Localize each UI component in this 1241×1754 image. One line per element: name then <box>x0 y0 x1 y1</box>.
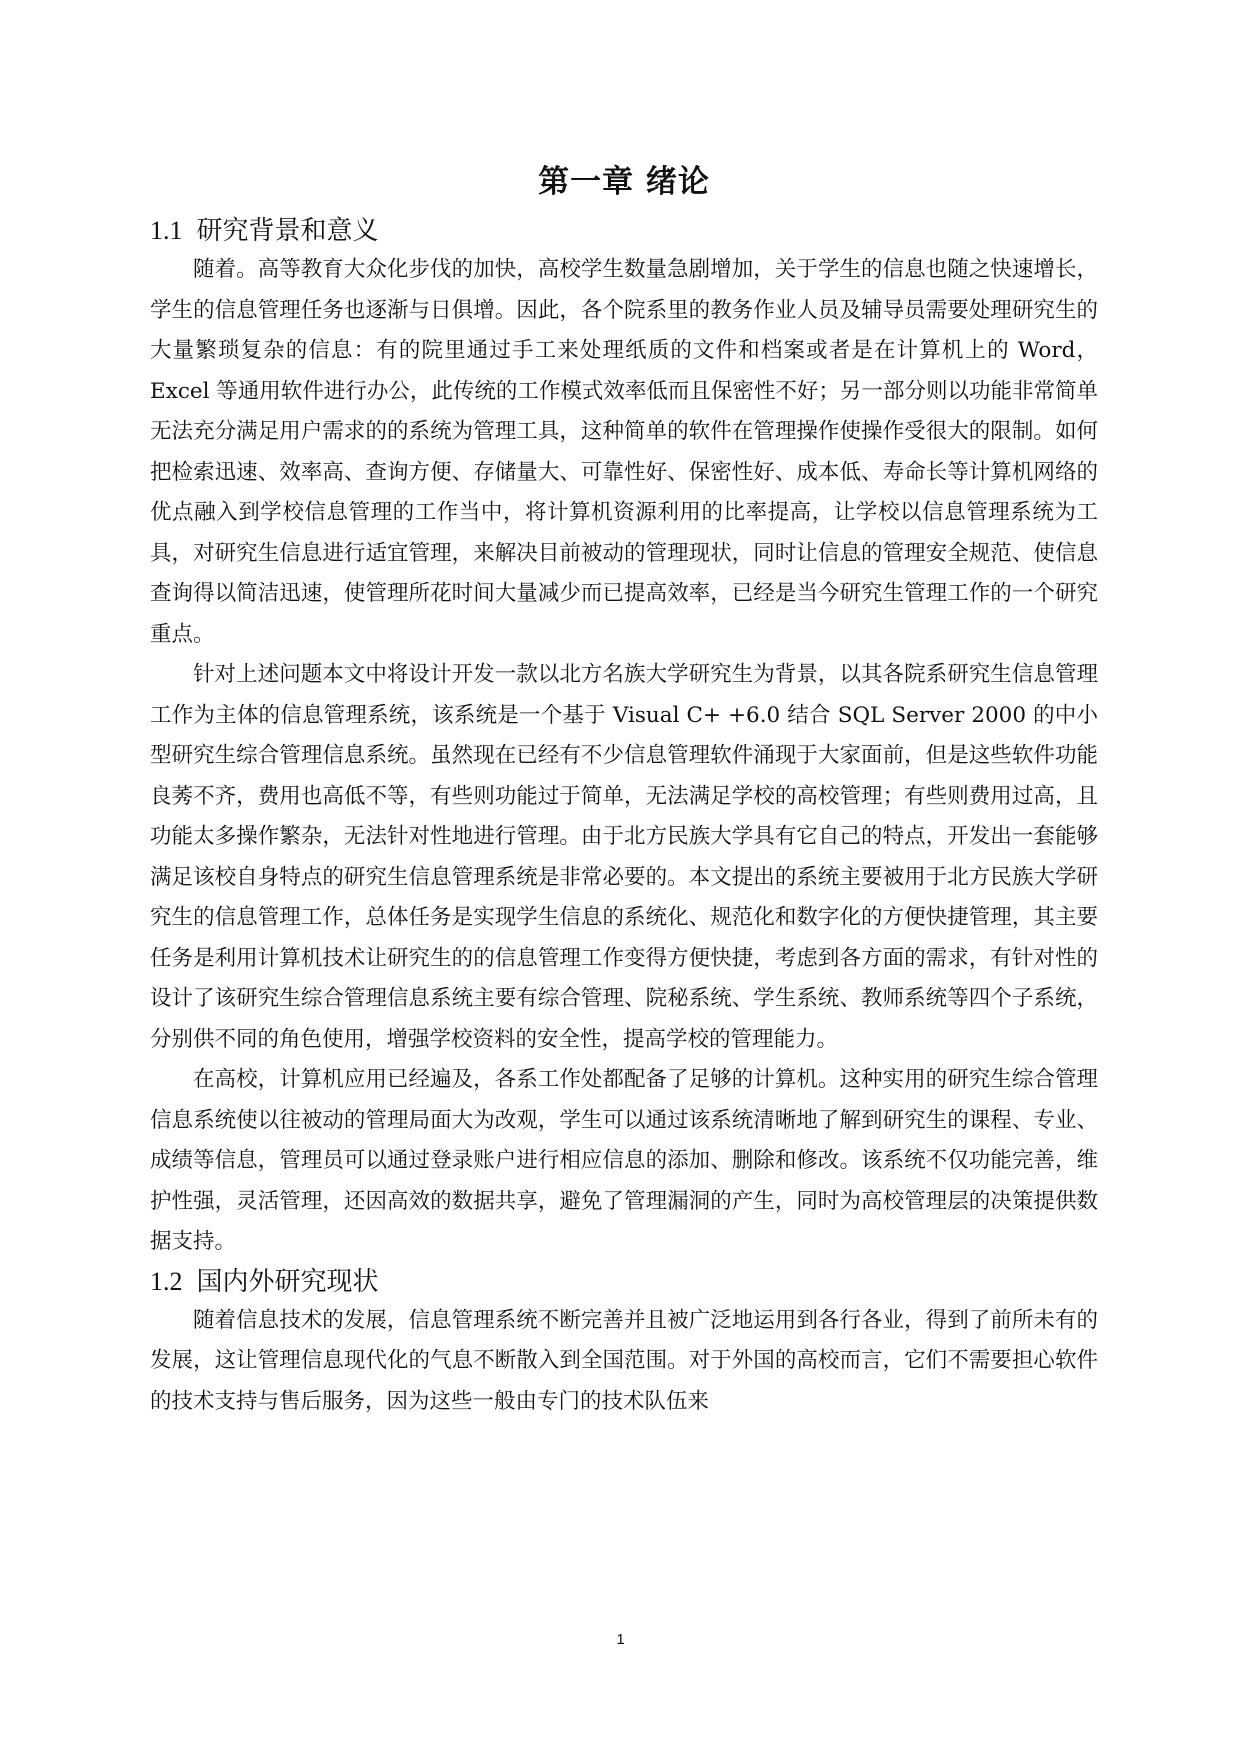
section-1-1 <box>150 212 1098 1263</box>
paragraph: 针对上述问题本文中将设计开发一款以北方名族大学研究生为背景，以其各院系研究生信息管理工作为主体的信息管理系统，该系统是一个基于 Visual C+ +6.0 结合 SQL Server 2000 的中小型研究生综合管理信息系统。虽然现在已经有不少信息管理软件涌现于大家面前，但是这些软件功能良莠不齐，费用也高低不等，有些则功能过于简单，无法满足学校的高校管理；有些则费用过高，且功能太多操作繁杂，无法针对性地进行管理。由于北方民族大学具有它自己的特点，开发出一套能够满足该校自身特点的研究生信息管理系统是非常必要的。本文提出的系统主要被用于北方民族大学研究生的信息管理工作，总体任务是实现学生信息的系统化、规范化和数字化的方便快捷管理，其主要任务是利用计算机技术让研究生的的信息管理工作变得方便快捷，考虑到各方面的需求，有针对性的设计了该研究生综合管理信息系统主要有综合管理、院秘系统、学生系统、教师系统等四个子系统，分别供不同的角色使用，增强学校资料的安全性，提高学校的管理能力。 <box>150 662 1098 1052</box>
section-title: 研究背景和意义 <box>196 216 379 246</box>
paragraph: 随着信息技术的发展，信息管理系统不断完善并且被广泛地运用到各行各业，得到了前所未有的发展，这让管理信息现代化的气息不断散入到全国范围。对于外国的高校而言，它们不需要担心软件的技术支持与售后服务，因为这些一般由专门的技术队伍来 <box>150 1307 1098 1414</box>
paragraph: 在高校，计算机应用已经遍及，各系工作处都配备了足够的计算机。这种实用的研究生综合管理信息系统使以往被动的管理局面大为改观，学生可以通过该系统清晰地了解到研究生的课程、专业、成绩等信息，管理员可以通过登录账户进行相应信息的添加、删除和修改。该系统不仅功能完善，维护性强，灵活管理，还因高效的数据共享，避免了管理漏洞的产生，同时为高校管理层的决策提供数据支持。 <box>150 1067 1098 1254</box>
section-number: 1.1 <box>150 216 183 245</box>
section-heading <box>150 1263 1098 1301</box>
page-number: 1 <box>616 1631 625 1648</box>
section-number: 1.2 <box>150 1266 183 1296</box>
chapter-title: 第一章 绪论 <box>538 164 710 200</box>
section-heading <box>150 212 1098 250</box>
page-content <box>150 160 1098 1422</box>
paragraph: 随着。高等教育大众化步伐的加快，高校学生数量急剧增加，关于学生的信息也随之快速增长，学生的信息管理任务也逐渐与日俱增。因此，各个院系里的教务作业人员及辅导员需要处理研究生的大量繁琐复杂的信息：有的院里通过手工来处理纸质的文件和档案或者是在计算机上的 Word，Excel 等通用软件进行办公，此传统的工作模式效率低而且保密性不好；另一部分则以功能非常简单无法充分满足用户需求的的系统为管理工具，这种简单的软件在管理操作使操作受很大的限制。如何把检索迅速、效率高、查询方便、存储量大、可靠性好、保密性好、成本低、寿命长等计算机网络的优点融入到学校信息管理的工作当中，将计算机资源利用的比率提高，让学校以信息管理系统为工具，对研究生信息进行适宜管理，来解决目前被动的管理现状，同时让信息的管理安全规范、使信息查询得以简洁迅速，使管理所花时间大量减少而已提高效率，已经是当今研究生管理工作的一个研究重点。 <box>150 257 1098 647</box>
section-title: 国内外研究现状 <box>196 1266 379 1297</box>
section-1-2 <box>150 1263 1098 1423</box>
